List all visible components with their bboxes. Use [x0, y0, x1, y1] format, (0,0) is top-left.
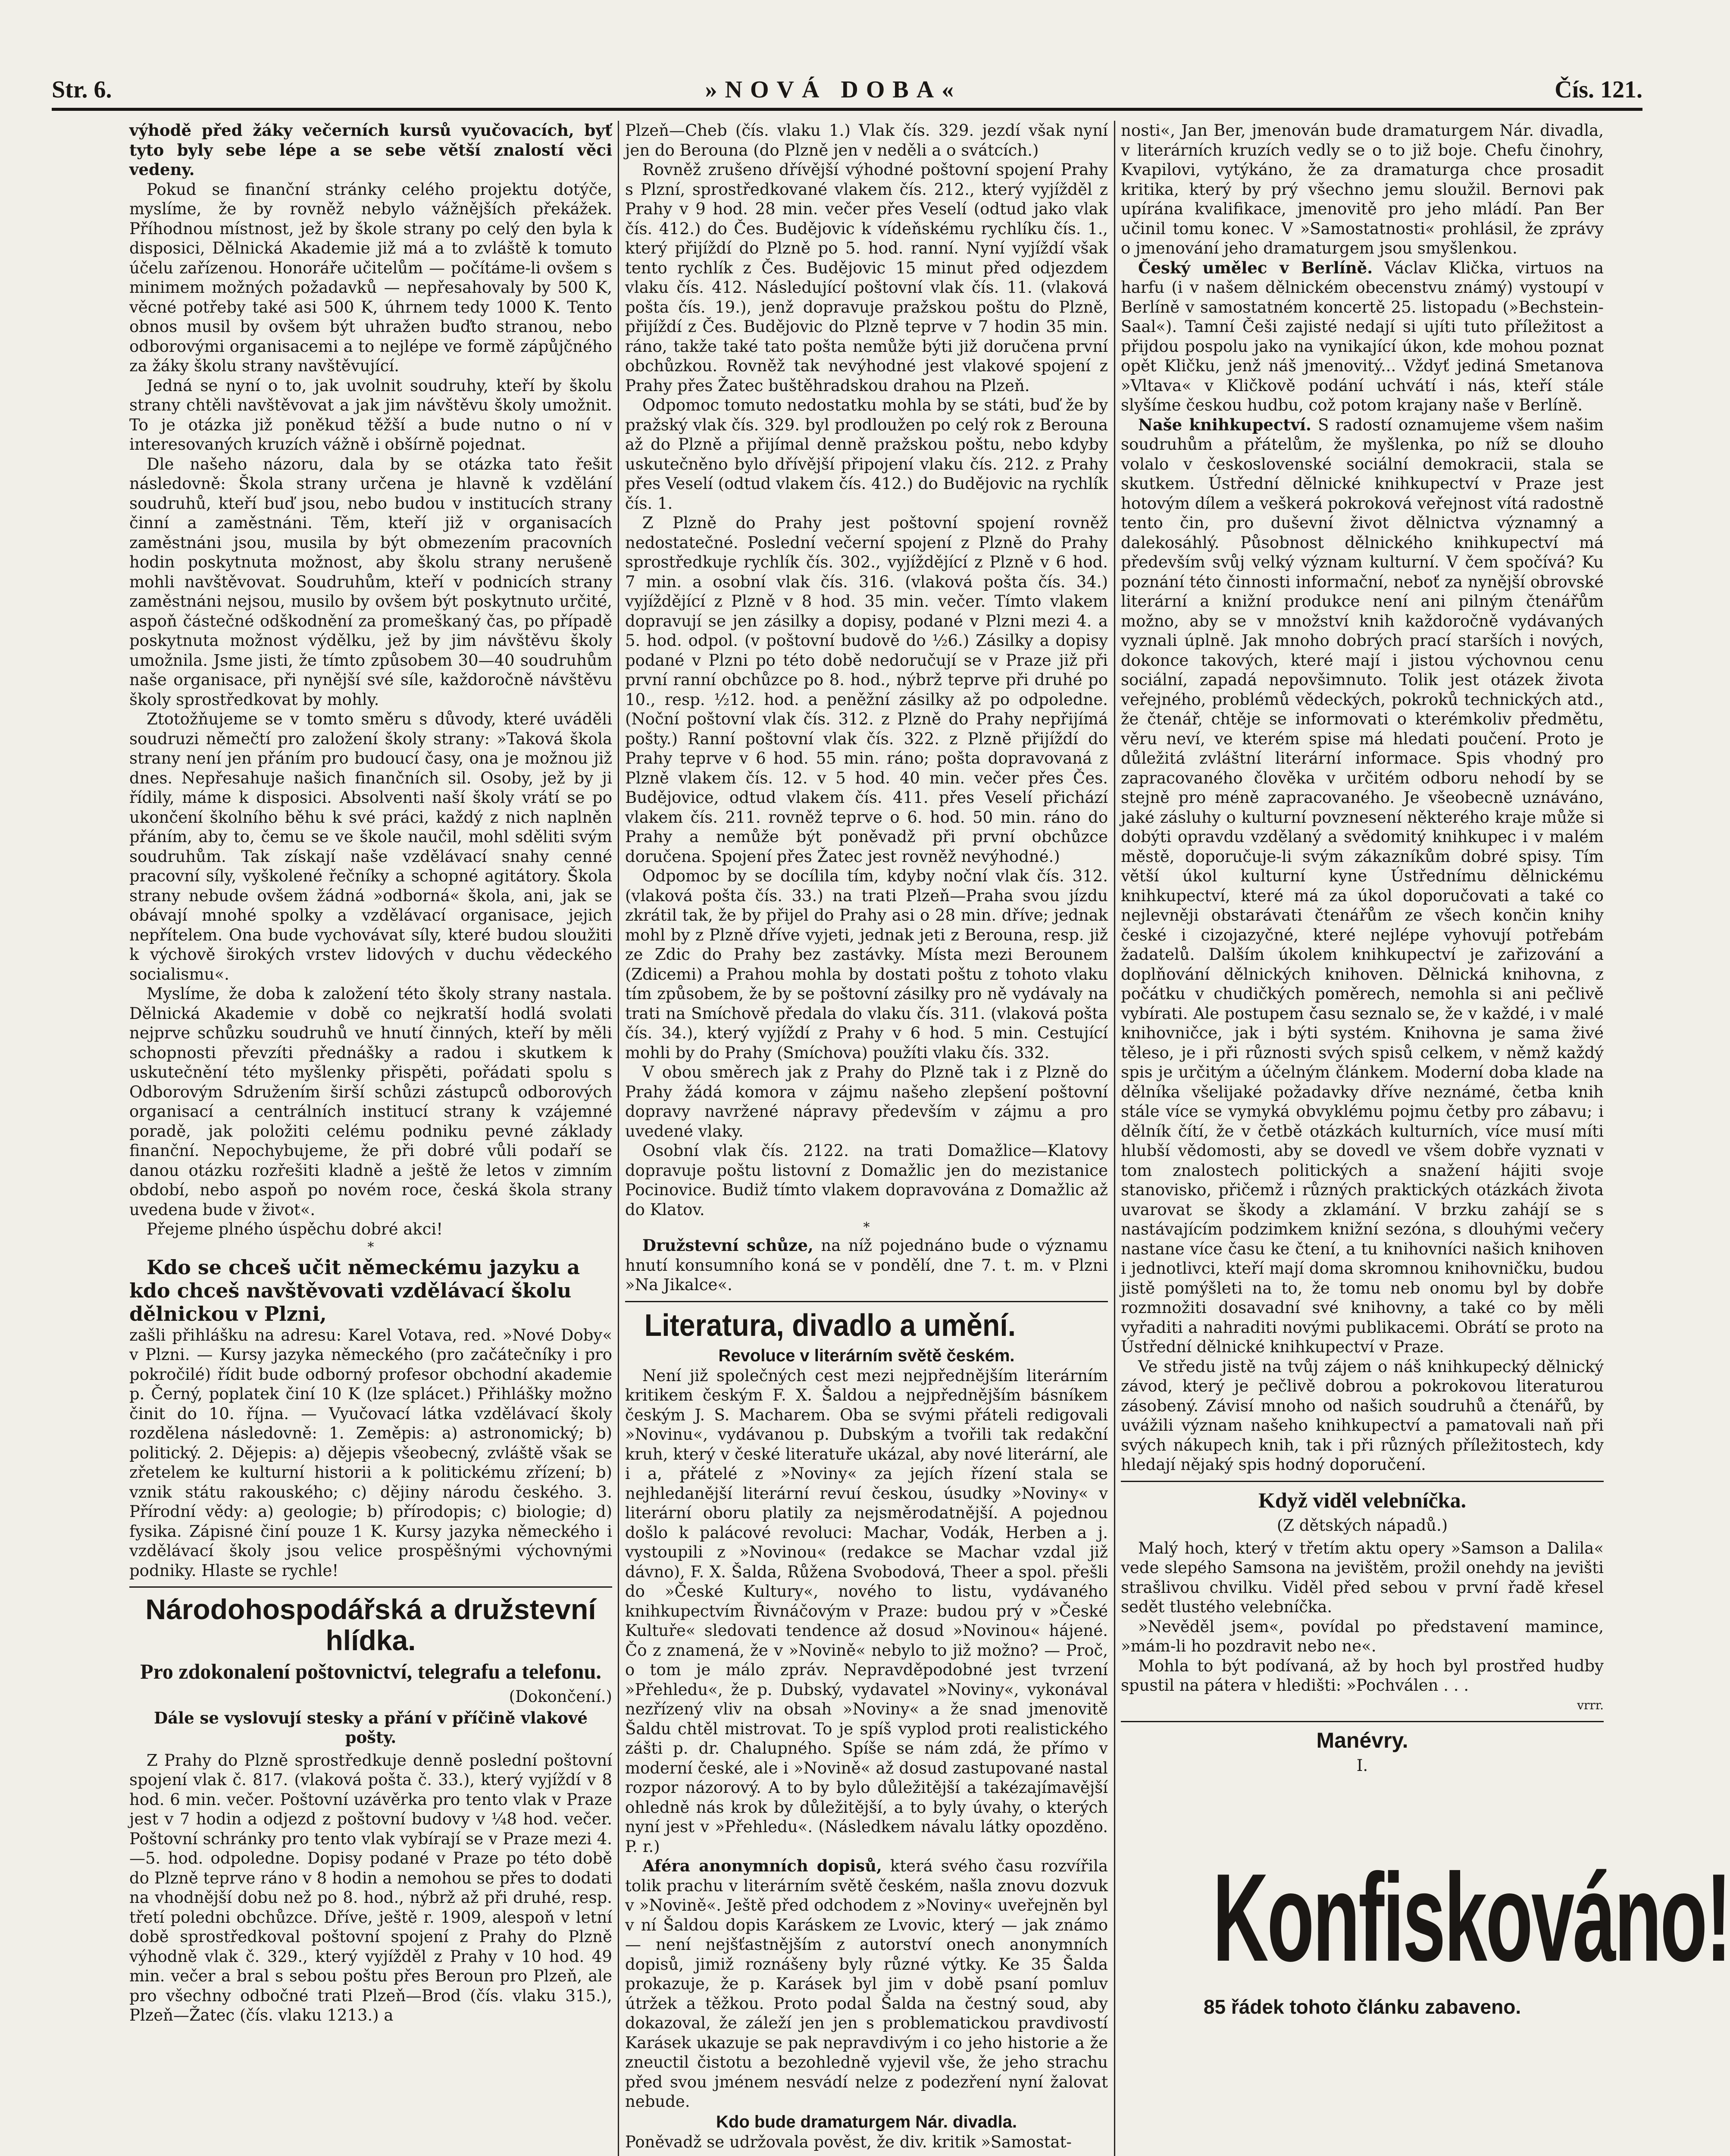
news-item-text: na níž pojednáno bude o významu hnutí konsumního koná se v pondělí, dne 7. t. m. v Plzni »Na Jikalce«. [625, 1236, 1108, 1294]
notice-text: zašli přihlášku na adresu: Karel Votava, red. »Nové Doby« v Plzni. — Kursy jazyka německého (pro začátečníky i pro pokročilé) řídit bude odborný profesor obchodní akademie p. Černý, poplatek činí 10 K (lze splácet.) Přihlášky možno činit do 10. října. — Vyučovací látka vzdělávací školy rozdělena následovně: 1. Zeměpis: a) astronomický; b) politický. 2. Dějepis: a) dějepis všeobecný, zvláště však se zřetelem ke kulturní historii a k politickému zřízení; b) vznik státu rakouského; c) dějiny národu českého. 3. Přírodní vědy: a) geologie; b) přírodopis; c) biologie; d) fysika. Zápisné činí pouze 1 K. Kursy jazyka německého i vzdělávací školy jsou velice prospěšnými výchovnými podniky. Hlaste se rychle! [129, 1326, 612, 1580]
news-item [1121, 415, 1604, 1357]
article-text: Rovněž zrušeno dřívější výhodné poštovní spojení Prahy s Plzní, sprostředkované vlakem čís. 212., který vyjížděl z Prahy v 9 hod. 28 min. večer přes Veselí (odtud jako vlak čís. 412.) do Čes. Budějovic k vídeňskému rychlíku čís. 1., který přijíždí do Plzně po 5. hod. ranní. Nyní vyjíždí však tento rychlík z Čes. Budějovic 15 minut před odjezdem vlaku čís. 412. Následující poštovní vlak čís. 11. (vlaková pošta čís. 19.), jenž dopravuje pražskou poštu do Plzně, přijíždí z Čes. Budějovic do Plzně teprve v 7 hodin 35 min. ráno, takže také tato pošta nemůže býti již doručena první obchůzkou. Rovněž tak nevýhodné jest vlakové spojení z Prahy přes Žatec buštěhradskou drahou na Plzeň. [625, 160, 1108, 395]
column-3 [1121, 121, 1730, 2156]
header-rule [52, 108, 1642, 111]
notice-headline: Kdo se chceš učit německému jazyku a kdo chceš navštěvovati vzdělávací školu dělnickou v Plzni, [129, 1255, 580, 1326]
article-text: Odpomoc tomuto nedostatku mohla by se státi, buď že by pražský vlak čís. 329. byl prodloužen po celý rok z Berouna až do Plzně a přijímal denně pražskou poštu, nebo kdyby uskutečněno bylo dřívější připojení vlaku čís. 212. z Prahy přes Veselí (odtud vlakem čís. 412.) do Budějovic na rychlík čís. 1. [625, 396, 1108, 513]
news-item-lead: Aféra anonymních dopisů, [642, 1856, 882, 1875]
news-item-text: S radostí oznamujeme všem našim soudruhům a přátelům, že myšlenka, po níž se dlouho volalo v československé sociální demokracii, stala se skutkem. Ústřední dělnické knihkupectví v Praze jest hotovým dílem a veškerá pokroková veřejnost vítá radostně tento čin, pro duševní život dělnictva významný a dalekosáhlý. Působnost dělnického knihkupectví má především svůj velký význam kulturní. V čem spočívá? Ku poznání této činnosti informační, neboť za nynější obrovské literární a knižní produkce není ani pilným čtenářům možno, aby se v množství knih každoročně vydávaných vyznali úplně. Jak mnoho dobrých prací starších i nových, dokonce takových, které mají i jistou výchovnou cenu sociální, zapadá nepovšimnuto. Tolik jest otázek života veřejného, problémů vědeckých, pokroků technických atd., že čtenář, chtěje se informovati o kterémkoliv předmětu, věru neví, ve kterém spise má hledati poučení. Proto je důležitá zvláštní literární informace. Spis vhodný pro zapracovaného člověka v určitém odboru nehodí by se stejně pro méně zapracovaného. Je všeobecně uznáváno, jaké zásluhy o kulturní povznesení některého kraje může si dobýti opravdu vzdělaný a svědomitý knihkupec i v malém městě, doporučuje-li svým zákazníkům dobré spisy. Tím větší úkol kulturní kyne Ústřednímu dělnickému knihkupectví, které má za úkol doporučovati a také co nejlevněji obstarávati čtenářům ze všech končin knihy české i cizojazyčné, které nejlépe vyhovují potřebám žadatelů. Dalším úkolem knihkupectví je zařizování a doplňování dělnických knihoven. Dělnická knihovna, z počátku v chudičkých poměrech, nemohla si ani pečlivě vybírati. Ale postupem času seznalo se, že v každé, i v malé knihovničce, jak i býti systém. Knihovna je sama živé těleso, je i při různosti svých spisů celkem, v němž každý spis je určitým a účelným článkem. Moderní doba klade na dělníka všelijaké požadavky dříve neznámé, četba knih stále více se vymyká obvyklému pojmu četby pro zábavu; i dělník čítí, že v četbě otázkách kulturních, více musí míti hlubší vědomosti, aby se dovedl ve všem dobře vyznati v tom znalostech politických a snažení hájiti svoje stanovisko, přičemž i různých praktických otázkách života uvarovat se škody a zklamání. V brzku zahájí se s nastávajícím podzimkem knižní sezóna, s dlouhými večery nastane více času ke čtení, a tu knihovníci našich knihoven i jednotlivci, kteří mají doma skromnou knihovničku, budou jistě pomýšleti na to, že tomu neb onomu byl by dobře rozmnožiti dosavadní své knihovny, a také co by měli vyřaditi a nahraditi novými publikacemi. Obrátí se proto na Ústřední dělnické knihkupectví v Praze. [1121, 415, 1604, 1356]
confiscation-note: 85 řádek tohoto článku zabaveno. [1203, 1996, 1521, 2018]
confiscated-stamp: Konfiskováno! [1212, 1848, 1730, 1987]
issue-number: Čís. 121. [1555, 76, 1642, 103]
section-rule [1121, 1481, 1604, 1482]
column-divider [1114, 121, 1115, 2156]
article-subtitle: Dále se vyslovují stesky a přání v příčině vlakové pošty. [153, 1708, 588, 1747]
article-text: výhodě před žáky večerních kursů vyučovacích, byť tyto byly sebe lépe a se sebe větší znalostí věci vedeny. [129, 121, 612, 179]
article-text: Dle našeho názoru, dala by se otázka tato řešit následovně: Škola strany určena je hlavně k vzdělání soudruhů, kteří buď jsou, nebo budou v institucích strany činní a zaměstnáni. Těm, kteří již v organisacích zaměstnáni jsou, musila by být obmezením pracovních hodin poskytnuta možnost, aby školu strany nerušeně mohli navštěvovat. Soudruhům, kteří v podnicích strany zaměstnáni nejsou, musilo by ovšem být poskytnuto určité, aspoň částečné odškodnění za promeškaný čas, po případě poskytnuta možnost výdělku, jež by jim návštěvu školy umožnila. Jsme jisti, že tímto způsobem 30—40 soudruhům naše organisace, při nynější své síle, každoročně návštěvu školy sprostředkovat by mohly. [129, 454, 612, 709]
news-item [625, 1236, 1108, 1295]
article-part-number: I. [1356, 1756, 1368, 1775]
news-item [1121, 258, 1604, 415]
newspaper-title: »NOVÁ DOBA« [705, 76, 962, 103]
article-text: Poněvadž se udržovala pověst, že div. kritik »Samostat- [625, 2132, 1072, 2151]
section-heading: Literatura, divadlo a umění. [644, 1308, 1016, 1343]
article-text: V obou směrech jak z Prahy do Plzně tak i z Plzně do Prahy žádá komora v zájmu našeho zlepšení poštovní dopravy navržené nápravy především v zájmu a pro uvedené vlaky. [625, 1063, 1108, 1141]
news-item [625, 1856, 1108, 2112]
article-title: Když viděl velebníčka. [1258, 1488, 1466, 1512]
article-text: »Nevěděl jsem«, povídal po představení mamince, »mám-li ho pozdravit nebo ne«. [1121, 1617, 1604, 1655]
news-item-text: která svého času rozvířila tolik prachu v literárním světě českém, našla znovu dozvuk v »Novině«. Ještě před odchodem z »Noviny« uveřejněn byl v ní Šaldou dopis Karáskem ze Lvovic, který — jak známo — není nejšťastnějším z autorství onech anonymních dopisů, jimiž roznášeny byly různé výtky. Ke 35 Šalda prokazuje, že p. Karásek byl jim v době psaní pomluv útržek a těžkou. Proto podal Šalda na čestný soud, aby dokazoval, že záleží jen jen s problematickou pravdivostí Karásek ukazuje se pak nepravdivým i co jeho historie a že zneuctil čistotu a bezohledně vyjevil vše, že jeho strachu před svou jménem nesvádí nelze z podezření nyní žalovat nebude. [625, 1857, 1108, 2111]
article-text: Odpomoc by se docílila tím, kdyby noční vlak čís. 312. (vlaková pošta čís. 33.) na trati Plzeň—Praha svou jízdu zkrátil tak, že by přijel do Prahy asi o 28 min. dříve; jednak mohl by z Plzně dříve vyjeti, jednak jeti z Berouna, resp. již ze Zdic do Prahy bez zastávky. Místa mezi Berounem (Zdicemi) a Prahou mohla by dostati poštu z tohoto vlaku tím způsobem, že by se poštovní zásilky pro ně vydávaly na trati na Smíchově předala do vlaku čís. 311. (vlaková pošta čís. 34.), který vyjíždí z Prahy v 6 hod. 5 min. Cestující mohli by do Prahy (Smíchova) použíti vlaku čís. 332. [625, 867, 1108, 1062]
article-text: Osobní vlak čís. 2122. na trati Domažlice—Klatovy dopravuje poštu listovní z Domažlic jen do mezistanice Pocinovice. Budiž tímto vlakem dopravována z Domažlic až do Klatov. [625, 1141, 1108, 1219]
article-text: Myslíme, že doba k založení této školy strany nastala. Dělnická Akademie v době co nejkratší hodlá svolati nejprve schůzku soudruhů ve hnutí činných, kteří by měli schopnosti převzíti přednášky a radou i skutkem k uskutečnění této myšlenky přispěti, pořádati spolu s Odborovým Sdružením širší schůzi zástupců odborových organisací a centrálních institucí strany k vzájemné poradě, jak položiti celému podniku pevné základy finanční. Nepochybujeme, že při dobré vůli podaří se danou otázku rozřešiti kladně a ještě že letos v zimním období, nebo aspoň po novém roce, česká škola strany uvedena bude v život«. [129, 984, 612, 1219]
section-rule [129, 1586, 612, 1588]
news-item-lead: Český umělec v Berlíně. [1138, 258, 1373, 277]
article-title: Kdo bude dramaturgem Nár. divadla. [716, 2112, 1017, 2131]
article-text: Přejeme plného úspěchu dobré akci! [147, 1220, 443, 1238]
article-subtitle: (Z dětských nápadů.) [1276, 1516, 1448, 1535]
continuation-note: (Dokončení.) [509, 1687, 612, 1706]
article-title: Manévry. [1316, 1728, 1408, 1752]
article-title: Revoluce v literárním světě českém. [718, 1346, 1015, 1365]
article-text: Není již společných cest mezi nejpřednějším literárním kritikem českým F. X. Šaldou a nejpřednějším básníkem českým J. S. Macharem. Oba se svými přáteli redigovali »Novinu«, vydávanou p. Dubským a tvořili tak redakční kruh, který v české literatuře ukázal, aby nové literární, ale i a, přátelé z »Noviny« za jejích řízení stala se nejhledanější literární revuí českou, úsudky »Noviny« v literární oboru platily za nejsměrodatnější. A pojednou došlo k palácové revoluci: Machar, Vodák, Herben a j. vystoupili z »Novinou« (redakce se Machar vzdal již dávno), F. X. Šalda, Růžena Svobodová, Theer a spol. přešli do »České Kultury«, nového to listu, vydávaného knihkupectvím Řivnáčovým v Praze: budou prý v »České Kultuře« sledovati tendence až dosud »Novinou« hájené. Čo z znamená, že v »Novině« nebylo to již možno? — Proč, o tom je málo zpráv. Nepravděpodobné jest tvrzení »Přehledu«, že p. Dubský, vydavatel »Noviny«, vykonával nezřízený vliv na obsah »Noviny« a že snad jmenovitě Šaldu chtěl mistrovat. To je spíš vyplod proti realistického zášti p. dr. Chalupného. Spíše se nám zdá, že přímo v moderní české, ale i »Novině« až dosud zastupované nastal rozpor názorový. A to by bylo důležitější a takézajímavější ohledně nás krok by důležitější, a to byly úvahy, o kterých nyní jest v »Přehledu«. (Následkem návalu látky opozděno. P. r.) [625, 1366, 1108, 1856]
article-text: Ve středu jistě na tvůj zájem o náš knihkupecký dělnický závod, který je pečlivě dobrou a pokrokovou literaturou zásobený. Závisí mnoho od našich soudruhů a čtenářů, by uvážili význam našeho knihkupectví a pamatovali naň při svých nákupech knih, tak i při různých příležitostech, kdy hledají nějaký spis hodný doporučení. [1121, 1357, 1604, 1474]
news-item-lead: Naše knihkupectví. [1138, 415, 1311, 434]
article-text: Jedná se nyní o to, jak uvolnit soudruhy, kteří by školu strany chtěli navštěvovat a jak jim návštěvu školy umožnit. To je otázka již poněkud těžší a bude nutno o ní v interesovaných kruzích vážně i obšírně pojednat. [129, 376, 612, 454]
column-2 [625, 121, 1108, 2156]
article-text: Mohla to být podívaná, až by hoch byl prostřed hudby spustil na pátera v hledišti: »Pochválen . . . [1121, 1656, 1604, 1695]
article-text: Z Prahy do Plzně sprostředkuje denně poslední poštovní spojení vlak č. 817. (vlaková pošta č. 33.), který vyjíždí v 8 hod. 6 min. večer. Poštovní uzávěrka pro tento vlak v Praze jest v 7 hodin a odjezd z poštovní budovy v ¼8 hod. večer. Poštovní schránky pro tento vlak vybírají se v Praze mezi 4.—5. hod. odpoledne. Dopisy podané v Praze po této době do Plzně teprve ráno v 8 hodin a nemohou se přes to dodati na vhodnější dobu než po 8. hod., nýbrž až při druhé, resp. třetí poledni obchůzce. Dříve, ještě r. 1909, alespoň v letní době sprostředkoval poštovní spojení z Prahy do Plzně výhodně vlak č. 329., který vyjížděl z Prahy v 10 hod. 49 min. večer a bral s sebou poštu přes Beroun pro Plzeň, ale pro všechny odbočné trati Plzeň—Brod (čís. vlaku 315.), Plzeň—Žatec (čís. vlaku 1213.) a [129, 1751, 612, 2024]
article-text: Malý hoch, který v třetím aktu opery »Samson a Dalila« vede slepého Samsona na jevištěm, prožil onehdy na jevišti strašlivou chvilku. Viděl před sebou v první řadě křesel sedět tlustého velebníčka. [1121, 1539, 1604, 1616]
article-text: Z Plzně do Prahy jest poštovní spojení rovněž nedostatečné. Poslední večerní spojení z Plzně do Prahy sprostředkuje rychlík čís. 302., vyjíždějící z Plzně v 6 hod. 7 min. a osobní vlak čís. 316. (vlaková pošta čís. 34.) vyjíždějící z Plzně v 8 hod. 35 min. večer. Tímto vlakem dopravují se jen zásilky a dopisy, podané v Plzni mezi 4. a 5. hod. odpol. (v poštovní budově do ½6.) Zásilky a dopisy podané v Plzni po této době nedoručují se v Praze již při první ranní obchůzce po 8. hod., nýbrž teprve při druhé po 10., resp. ½12. hod. a peněžní zásilky až po odpoledne. (Noční poštovní vlak čís. 312. z Plzně do Prahy nepřijímá pošty.) Ranní poštovní vlak čís. 322. z Plzně přijíždí do Prahy teprve v 6 hod. 55 min. ráno; pošta dopravovaná z Plzně vlakem čís. 12. v 5 hod. 40 min. večer přes Čes. Budějovice, odtud vlakem čís. 411. přes Veselí přichází vlakem čís. 211. rovněž teprve o 6. hod. 50 min. ráno do Prahy a nemůže být poněvadž při první obchůzce doručena. Spojení přes Žatec jest rovněž nevýhodné.) [625, 514, 1108, 866]
section-heading: Národohospodářská a družstevní hlídka. [145, 1593, 596, 1656]
section-rule [625, 1301, 1108, 1302]
signature: vrrr. [1577, 1698, 1604, 1712]
column-divider [618, 121, 619, 2156]
separator-star: * [863, 1220, 870, 1235]
article-text: Pokud se finanční stránky celého projektu dotýče, myslíme, že by rovněž nebylo vážnějších překážek. Příhodnou místnost, jež by škole strany po celý den byla k disposici, Dělnická Akademie již má a to zvláště k tomuto účelu zařízenou. Honoráře učitelům — počítáme-li ovšem s minimem možných požadavků — nepřesahovaly by 500 K, věcné potřeby také asi 500 K, úhrnem tedy 1000 K. Tento obnos musil by ovšem být uhražen buďto stranou, nebo odborovými organisacemi a to nejlépe ve formě zápůjčného za žáky školu strany navštěvující. [129, 180, 612, 375]
page-number: Str. 6. [52, 76, 112, 103]
article-title: Pro zdokonalení poštovnictví, telegrafu a telefonu. [140, 1659, 601, 1683]
news-item-lead: Družstevní schůze, [642, 1236, 813, 1255]
masthead [52, 65, 1642, 103]
separator-star: * [367, 1239, 374, 1255]
article-text: Plzeň—Cheb (čís. vlaku 1.) Vlak čís. 329. jezdí však nyní jen do Berouna (do Plzně jen v neděli a o svátcích.) [625, 121, 1108, 160]
article-text: nosti«, Jan Ber, jmenován bude dramaturgem Nár. divadla, v literárních kruzích vedly se o to již boje. Chefu činohry, Kvapilovi, vytýkáno, že za dramaturga chce prosadit kritika, který by prý všechno jemu sloužil. Bernovi pak upírána kvalifikace, jmenovitě pro jeho mládí. Pan Ber učinil tomu konec. V »Samostatnosti« prohlásil, že zprávy o jmenování jeho dramaturgem jsou smyšlenkou. [1121, 121, 1604, 257]
article-text: Ztotožňujeme se v tomto směru s důvody, které uváděli soudruzi němečtí pro založení školy strany: »Taková škola strany není jen přáním pro budoucí časy, ona je možnou již dnes. Nepřesahuje našich finančních sil. Osoby, jež by ji řídily, máme k disposici. Absolventi naší školy vrátí se po ukončení školního běhu k své práci, každý z nich naplněn přáním, aby to, čemu se ve škole naučil, mohl sděliti svým soudruhům. Tak získají naše vzdělávací snahy cenné pracovní síly, vyškolené řečníky a schopné agitátory. Škola strany nebude ovšem žádná »odborná« škola, ani, jak se obávají mnohé spolky a vzdělávací organisace, jejich nepřítelem. Ona bude vychovávat síly, které budou sloužiti k výchově širokých vrstev lidových v duchu vědeckého socialismu«. [129, 710, 612, 984]
news-item-text: Václav Klička, virtuos na harfu (i v našem dělnickém obecenstvu známý) vystoupí v Berlíně v samostatném koncertě 25. listopadu (»Bechstein-Saal«). Tamní Češi zajisté nedají si ujíti tuto příležitost a přijdou pospolu jako na vynikající úkon, kde mohou poznat opět Kličku, jenž náš jmenovitý... Vždyť jediná Smetanova »Vltava« v Kličkově podání uchvátí i nás, kteří stále slyšíme českou hudbu, což potom krajany naše v Berlíně. [1121, 258, 1604, 414]
section-rule [1121, 1721, 1604, 1722]
column-1 [129, 121, 612, 2156]
